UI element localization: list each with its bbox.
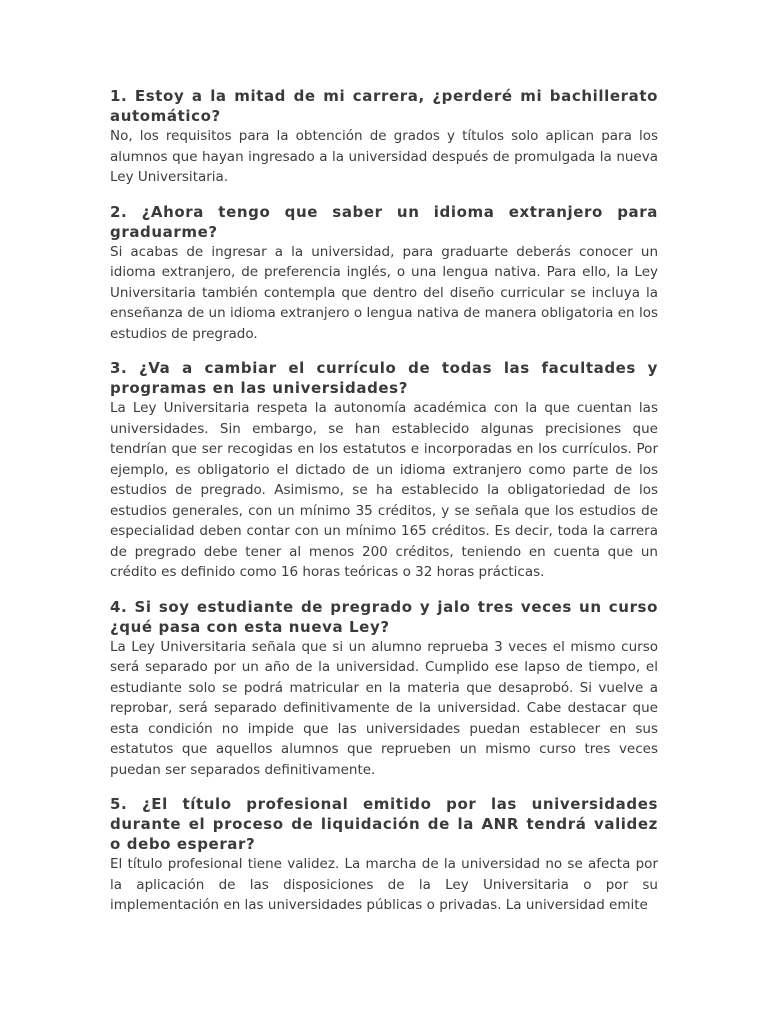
faq-question-4: 4. Si soy estudiante de pregrado y jalo tres veces un curso ¿qué pasa con esta nueva Ley? bbox=[110, 597, 658, 636]
document-page bbox=[110, 86, 658, 930]
faq-item-4 bbox=[110, 597, 658, 781]
faq-question-5: 5. ¿El título profesional emitido por las universidades durante el proceso de liquidación de la ANR tendrá validez o debo esperar? bbox=[110, 795, 658, 853]
faq-answer-2: Si acabas de ingresar a la universidad, para graduarte deberás conocer un idioma extranjero, de preferencia inglés, o una lengua nativa. Para ello, la Ley Universitaria también contempla que dentro del diseño curricular se incluya la enseñanza de un idioma extranjero o lengua nativa de manera obligatoria en los estudios de pregrado. bbox=[110, 243, 658, 342]
faq-question-1: 1. Estoy a la mitad de mi carrera, ¿perderé mi bachillerato automático? bbox=[110, 87, 658, 125]
faq-item-1 bbox=[110, 86, 658, 188]
faq-question-3: 3. ¿Va a cambiar el currículo de todas las facultades y programas en las universidades? bbox=[110, 359, 658, 397]
faq-answer-3: La Ley Universitaria respeta la autonomía académica con la que cuentan las universidades. Sin embargo, se han establecido algunas precisiones que tendrían que ser recogidas en los estatutos e incorporadas en los currículos. Por ejemplo, es obligatorio el dictado de un idioma extranjero como parte de los estudios de pregrado. Asimismo, se ha establecido la obligatoriedad de los estudios generales, con un mínimo 35 créditos, y se señala que los estudios de especialidad deben contar con un mínimo 165 créditos. Es decir, toda la carrera de pregrado debe tener al menos 200 créditos, teniendo en cuenta que un crédito es definido como 16 horas teóricas o 32 horas prácticas. bbox=[110, 400, 658, 580]
faq-question-2: 2. ¿Ahora tengo que saber un idioma extranjero para graduarme? bbox=[110, 202, 658, 241]
faq-item-2 bbox=[110, 202, 658, 345]
faq-item-5 bbox=[110, 794, 658, 916]
faq-item-3 bbox=[110, 358, 658, 583]
faq-answer-1: No, los requisitos para la obtención de grados y títulos solo aplican para los alumnos que hayan ingresado a la universidad después de promulgada la nueva Ley Universitaria. bbox=[110, 128, 658, 185]
faq-answer-5: El título profesional tiene validez. La marcha de la universidad no se afecta por la aplicación de las disposiciones de la Ley Universitaria o por su implementación en las universidades públicas o privadas. La universidad emite bbox=[110, 856, 658, 913]
faq-answer-4: La Ley Universitaria señala que si un alumno reprueba 3 veces el mismo curso será separado por un año de la universidad. Cumplido ese lapso de tiempo, el estudiante solo se podrá matricular en la materia que desaprobó. Si vuelve a reprobar, será separado definitivamente de la universidad. Cabe destacar que esta condición no impide que las universidades puedan establecer en sus estatutos que aquellos alumnos que reprueben un mismo curso tres veces puedan ser separados definitivamente. bbox=[110, 638, 658, 778]
